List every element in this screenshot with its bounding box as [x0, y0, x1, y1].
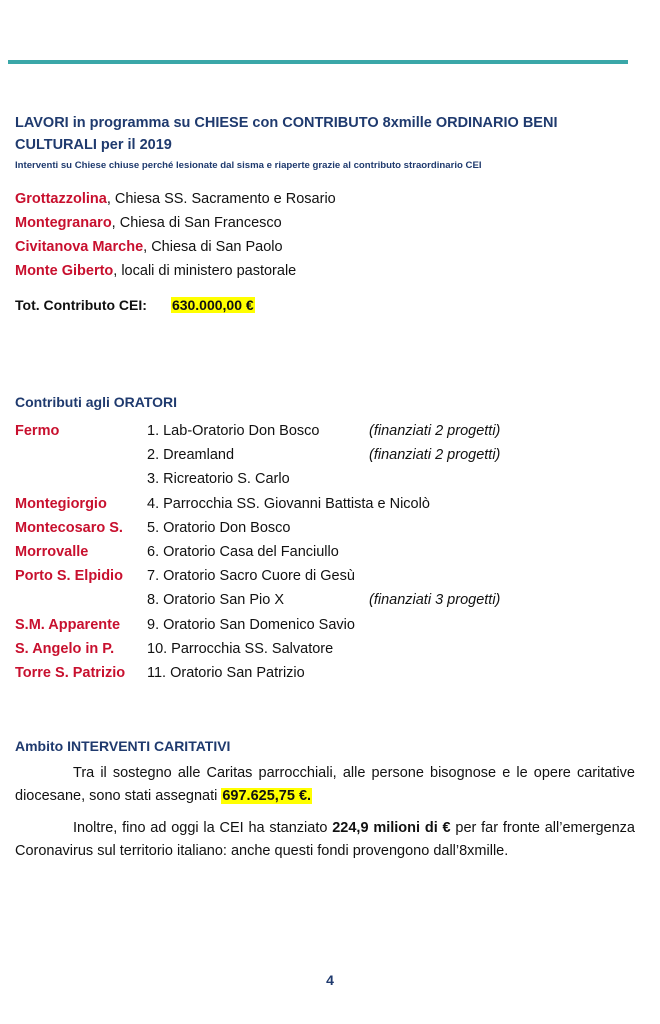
oratori-town: Morrovalle	[15, 543, 89, 560]
oratori-note: (finanziati 3 progetti)	[369, 592, 501, 609]
oratori-item: 10. Parrocchia SS. Salvatore	[147, 640, 334, 657]
caritativi-paragraph-2	[15, 817, 635, 863]
oratori-list	[15, 419, 635, 685]
oratori-town: S. Angelo in P.	[15, 640, 115, 657]
oratori-item: 11. Oratorio San Patrizio	[147, 664, 305, 681]
oratori-item: 7. Oratorio Sacro Cuore di Gesù	[147, 568, 355, 585]
caritativi-paragraph-1	[15, 762, 635, 808]
oratori-town: Porto S. Elpidio	[15, 568, 123, 585]
caritativi-section	[15, 735, 635, 863]
lavori-item	[15, 187, 635, 211]
oratori-town: Montecosaro S.	[15, 519, 123, 536]
oratori-row	[15, 467, 635, 491]
caritativi-p2-bold: 224,9 milioni di €	[332, 820, 451, 837]
lavori-desc: , locali di ministero pastorale	[113, 263, 297, 279]
lavori-subtitle: Interventi su Chiese chiuse perché lesionate dal sisma e riaperte grazie al contributo straordinario CEI	[15, 160, 482, 171]
total-value: 630.000,00 €	[171, 297, 254, 313]
lavori-desc: , Chiesa di San Francesco	[111, 215, 282, 231]
caritativi-p2-before: Inoltre, fino ad oggi la CEI ha stanziato	[73, 820, 333, 837]
oratori-town: S.M. Apparente	[15, 616, 121, 633]
oratori-row	[15, 613, 635, 637]
top-rule	[8, 60, 628, 64]
page-number: 4	[326, 972, 334, 988]
oratori-row	[15, 588, 635, 612]
oratori-item: 3. Ricreatorio S. Carlo	[147, 471, 290, 488]
lavori-place: Grottazzolina	[15, 191, 107, 207]
oratori-note: (finanziati 2 progetti)	[369, 423, 501, 439]
oratori-item: 9. Oratorio San Domenico Savio	[147, 616, 355, 633]
oratori-note: (finanziati 2 progetti)	[369, 447, 501, 464]
caritativi-amount: 697.625,75 €.	[222, 788, 312, 805]
lavori-title: LAVORI in programma su CHIESE con CONTRIBUTO 8xmille ORDINARIO BENI CULTURALI per il 2019	[15, 115, 558, 153]
oratori-item: 6. Oratorio Casa del Fanciullo	[147, 543, 339, 560]
oratori-row	[15, 443, 635, 467]
lavori-place: Civitanova Marche	[15, 239, 144, 255]
lavori-place: Monte Giberto	[15, 263, 114, 279]
oratori-section	[15, 391, 635, 685]
page-content	[15, 112, 635, 863]
oratori-item: 5. Oratorio Don Bosco	[147, 519, 291, 536]
lavori-section	[15, 112, 635, 317]
oratori-row	[15, 540, 635, 564]
lavori-item	[15, 259, 635, 283]
oratori-title: Contributi agli ORATORI	[15, 394, 178, 410]
oratori-town: Fermo	[15, 423, 60, 439]
oratori-town: Torre S. Patrizio	[15, 664, 126, 681]
lavori-item	[15, 211, 635, 235]
lavori-item	[15, 235, 635, 259]
caritativi-p1-text: Tra il sostegno alle Caritas parrocchiali, alle persone bisognose e le opere caritative diocesane, sono stati assegnati	[15, 765, 635, 805]
caritativi-p2-after: per far fronte all’emergenza Coronavirus sul territorio italiano: anche questi fondi provengono dall’8xmille.	[15, 820, 635, 860]
lavori-desc: , Chiesa SS. Sacramento e Rosario	[106, 191, 336, 207]
total-label: Tot. Contributo CEI:	[15, 297, 147, 313]
oratori-row	[15, 637, 635, 661]
caritativi-title: Ambito INTERVENTI CARITATIVI	[15, 738, 231, 755]
oratori-row	[15, 661, 635, 685]
oratori-row	[15, 419, 635, 443]
oratori-item: 8. Oratorio San Pio X	[147, 592, 285, 609]
oratori-item: 1. Lab-Oratorio Don Bosco	[147, 423, 320, 439]
lavori-place: Montegranaro	[15, 215, 112, 231]
oratori-item: 4. Parrocchia SS. Giovanni Battista e Nicolò	[147, 495, 430, 512]
oratori-row	[15, 492, 635, 516]
oratori-town: Montegiorgio	[15, 495, 107, 512]
oratori-item: 2. Dreamland	[147, 447, 235, 464]
oratori-row	[15, 564, 635, 588]
lavori-list	[15, 187, 635, 283]
lavori-desc: , Chiesa di San Paolo	[143, 239, 283, 255]
oratori-row	[15, 516, 635, 540]
lavori-total	[15, 293, 635, 317]
